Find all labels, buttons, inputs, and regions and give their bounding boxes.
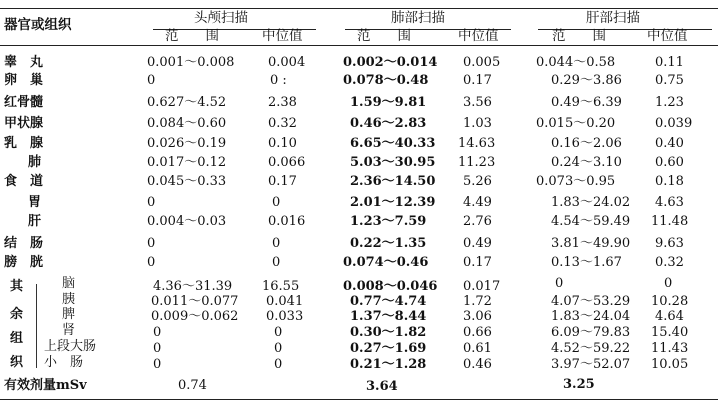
lung-median-cell: 0.49 bbox=[463, 236, 492, 251]
liver-median-cell: 0 bbox=[664, 276, 673, 291]
head-range-cell: 0.001～0.008 bbox=[147, 55, 235, 70]
lung-median-cell: 5.26 bbox=[463, 174, 492, 189]
lung-range-cell: 0.074～0.46 bbox=[343, 255, 429, 270]
lung-range-cell: 1.59～9.81 bbox=[350, 95, 427, 110]
head-median-cell: 0 bbox=[274, 325, 283, 340]
head-median-cell: 0.033 bbox=[266, 309, 304, 324]
other-group-label-char: 组 bbox=[10, 331, 24, 346]
head-range-cell: 0 bbox=[153, 325, 162, 340]
liver-range-cell: 0.49～6.39 bbox=[551, 95, 622, 110]
organ-label: 红骨髓 bbox=[4, 95, 44, 110]
lung-median-cell: 1.72 bbox=[463, 294, 492, 309]
head-median-cell: 2.38 bbox=[268, 95, 297, 110]
head-median-cell: 0.004 bbox=[268, 55, 306, 70]
effective-dose-lung: 3.64 bbox=[366, 379, 398, 394]
head-range-cell: 0.084～0.60 bbox=[147, 116, 227, 131]
liver-median-cell: 9.63 bbox=[655, 236, 684, 251]
head-median-cell: 0.016 bbox=[268, 214, 306, 229]
head-range-cell: 0.009～0.062 bbox=[151, 309, 239, 324]
organ-label: 卵 巢 bbox=[4, 73, 44, 88]
organ-label: 胃 bbox=[28, 195, 42, 210]
head-range-cell: 0.026～0.19 bbox=[147, 136, 227, 151]
liver-median-cell: 0.32 bbox=[655, 255, 684, 270]
organ-label: 甲状腺 bbox=[4, 116, 44, 131]
lung-range-cell: 2.01～12.39 bbox=[350, 195, 436, 210]
head-range-cell: 0 bbox=[147, 73, 156, 88]
liver-range-cell: 1.83～24.04 bbox=[551, 309, 631, 324]
head-range-cell: 4.36～31.39 bbox=[153, 279, 233, 294]
lung-median-cell: 0.005 bbox=[463, 55, 501, 70]
liver-range-cell: 0.29～3.86 bbox=[551, 73, 622, 88]
head-range-cell: 0.004～0.03 bbox=[147, 214, 227, 229]
sub-organ-label: 上段大肠 bbox=[44, 339, 97, 354]
liver-range-cell: 0.015～0.20 bbox=[536, 116, 616, 131]
header-bottom-rule bbox=[0, 45, 718, 46]
organ-label: 肺 bbox=[28, 155, 42, 170]
lung-median-cell: 0.61 bbox=[463, 341, 492, 356]
lung-median-cell: 0.66 bbox=[463, 325, 492, 340]
head-median-cell: 0 bbox=[272, 236, 281, 251]
liver-median-cell: 4.64 bbox=[655, 309, 684, 324]
stub-header: 器官或组织 bbox=[4, 17, 72, 33]
liver-range-cell: 1.83～24.02 bbox=[551, 195, 631, 210]
liver-range-cell: 4.52～59.22 bbox=[551, 341, 631, 356]
lung-range-header: 范 围 bbox=[357, 28, 411, 44]
bottom-rule bbox=[0, 399, 718, 400]
organ-label: 膀 胱 bbox=[4, 255, 44, 270]
organ-label: 食 道 bbox=[4, 174, 44, 189]
head-range-cell: 0.011～0.077 bbox=[151, 294, 239, 309]
head-range-cell: 0 bbox=[153, 357, 162, 372]
liver-median-cell: 0.40 bbox=[655, 136, 684, 151]
liver-median-cell: 0.75 bbox=[655, 73, 684, 88]
lung-median-cell: 0.17 bbox=[463, 73, 492, 88]
head-range-cell: 0.045～0.33 bbox=[147, 174, 227, 189]
lung-range-cell: 0.002～0.014 bbox=[343, 55, 438, 70]
head-median-cell: 0 bbox=[272, 255, 281, 270]
lung-median-cell: 0.17 bbox=[463, 255, 492, 270]
lung-median-cell: 3.06 bbox=[463, 309, 492, 324]
lung-median-cell: 1.03 bbox=[463, 116, 492, 131]
lung-range-cell: 6.65～40.33 bbox=[350, 136, 436, 151]
lung-range-cell: 0.22～1.35 bbox=[350, 236, 427, 251]
effective-dose-head: 0.74 bbox=[178, 378, 207, 393]
liver-range-cell: 0.044～0.58 bbox=[536, 55, 616, 70]
lung-range-cell: 0.30～1.82 bbox=[350, 325, 427, 340]
organ-label: 乳 腺 bbox=[4, 136, 44, 151]
liver-range-cell: 4.54～59.49 bbox=[551, 214, 631, 229]
lung-range-cell: 1.37～8.44 bbox=[350, 309, 427, 324]
head-median-cell: 0 bbox=[274, 341, 283, 356]
liver-median-cell: 0.039 bbox=[655, 116, 693, 131]
head-median-cell: 0.10 bbox=[268, 136, 297, 151]
sub-organ-label: 脑 bbox=[62, 276, 76, 291]
organ-label: 肝 bbox=[28, 214, 42, 229]
liver-median-cell: 15.40 bbox=[651, 325, 689, 340]
head-range-cell: 0.627～4.52 bbox=[147, 95, 227, 110]
liver-median-cell: 0.18 bbox=[655, 174, 684, 189]
sub-organ-label: 小 肠 bbox=[44, 355, 84, 370]
head-median-cell: 0 : bbox=[270, 73, 287, 88]
lung-median-cell: 0.46 bbox=[463, 357, 492, 372]
organ-label: 结 肠 bbox=[4, 236, 44, 251]
effective-dose-liver: 3.25 bbox=[563, 377, 595, 392]
liver-median-cell: 0.60 bbox=[655, 155, 684, 170]
head-range-header: 范 围 bbox=[165, 28, 219, 44]
liver-range-cell: 0.24～3.10 bbox=[551, 155, 622, 170]
lung-range-cell: 1.23～7.59 bbox=[350, 214, 427, 229]
head-median-cell: 0 bbox=[274, 357, 283, 372]
head-range-cell: 0.017～0.12 bbox=[147, 155, 227, 170]
liver-range-cell: 6.09～79.83 bbox=[551, 325, 631, 340]
liver-median-cell: 10.28 bbox=[651, 294, 689, 309]
lung-range-cell: 0.21～1.28 bbox=[350, 357, 427, 372]
liver-median-cell: 11.43 bbox=[651, 341, 689, 356]
sub-organ-label: 脾 bbox=[62, 307, 76, 322]
sub-organ-label: 肾 bbox=[62, 323, 76, 338]
lung-range-cell: 0.008～0.046 bbox=[343, 279, 438, 294]
head-median-cell: 0.041 bbox=[266, 294, 304, 309]
organ-label: 睾 丸 bbox=[4, 55, 44, 70]
lung-range-cell: 2.36～14.50 bbox=[350, 174, 436, 189]
liver-range-cell: 0 bbox=[555, 276, 564, 291]
head-range-cell: 0 bbox=[147, 236, 156, 251]
effective-dose-label: 有效剂量mSv bbox=[4, 378, 87, 393]
lung-range-cell: 0.46～2.83 bbox=[350, 116, 427, 131]
liver-median-cell: 0.11 bbox=[655, 55, 684, 70]
liver-median-cell: 4.63 bbox=[655, 195, 684, 210]
liver-median-cell: 1.23 bbox=[655, 95, 684, 110]
lung-range-cell: 5.03～30.95 bbox=[350, 155, 436, 170]
head-scan-title: 头颅扫描 bbox=[194, 10, 248, 26]
head-median-cell: 0.066 bbox=[268, 155, 306, 170]
head-median-cell: 16.55 bbox=[262, 279, 300, 294]
head-median-cell: 0.32 bbox=[268, 116, 297, 131]
lung-median-cell: 4.49 bbox=[463, 195, 492, 210]
lung-median-cell: 0.017 bbox=[463, 279, 501, 294]
lung-median-header: 中位值 bbox=[458, 28, 499, 44]
lung-median-cell: 2.76 bbox=[463, 214, 492, 229]
head-median-cell: 0 bbox=[272, 195, 281, 210]
top-rule bbox=[0, 8, 718, 9]
head-range-cell: 0 bbox=[153, 341, 162, 356]
liver-range-cell: 0.16～2.06 bbox=[551, 136, 622, 151]
other-group-label-char: 织 bbox=[10, 355, 24, 370]
liver-range-cell: 3.81～49.90 bbox=[551, 236, 631, 251]
liver-median-cell: 11.48 bbox=[651, 214, 689, 229]
other-group-label-char: 余 bbox=[10, 307, 24, 322]
liver-median-header: 中位值 bbox=[647, 28, 688, 44]
head-median-cell: 0.17 bbox=[268, 174, 297, 189]
lung-range-cell: 0.078～0.48 bbox=[343, 73, 429, 88]
lung-median-cell: 11.23 bbox=[458, 155, 496, 170]
other-group-bracket bbox=[36, 284, 37, 368]
lung-range-cell: 0.27～1.69 bbox=[350, 341, 427, 356]
lung-scan-title: 肺部扫描 bbox=[391, 10, 445, 26]
liver-median-cell: 10.05 bbox=[651, 357, 689, 372]
liver-range-cell: 3.97～52.07 bbox=[551, 357, 631, 372]
liver-range-cell: 0.13～1.67 bbox=[551, 255, 622, 270]
head-median-header: 中位值 bbox=[262, 28, 303, 44]
sub-organ-label: 胰 bbox=[62, 292, 76, 307]
liver-scan-title: 肝部扫描 bbox=[586, 10, 640, 26]
head-range-cell: 0 bbox=[147, 255, 156, 270]
liver-range-header: 范 围 bbox=[552, 28, 606, 44]
liver-range-cell: 4.07～53.29 bbox=[551, 294, 631, 309]
liver-range-cell: 0.073～0.95 bbox=[536, 174, 616, 189]
lung-median-cell: 14.63 bbox=[458, 136, 496, 151]
lung-range-cell: 0.77～4.74 bbox=[350, 294, 427, 309]
head-range-cell: 0 bbox=[147, 195, 156, 210]
lung-median-cell: 3.56 bbox=[463, 95, 492, 110]
other-group-label-char: 其 bbox=[10, 279, 24, 294]
